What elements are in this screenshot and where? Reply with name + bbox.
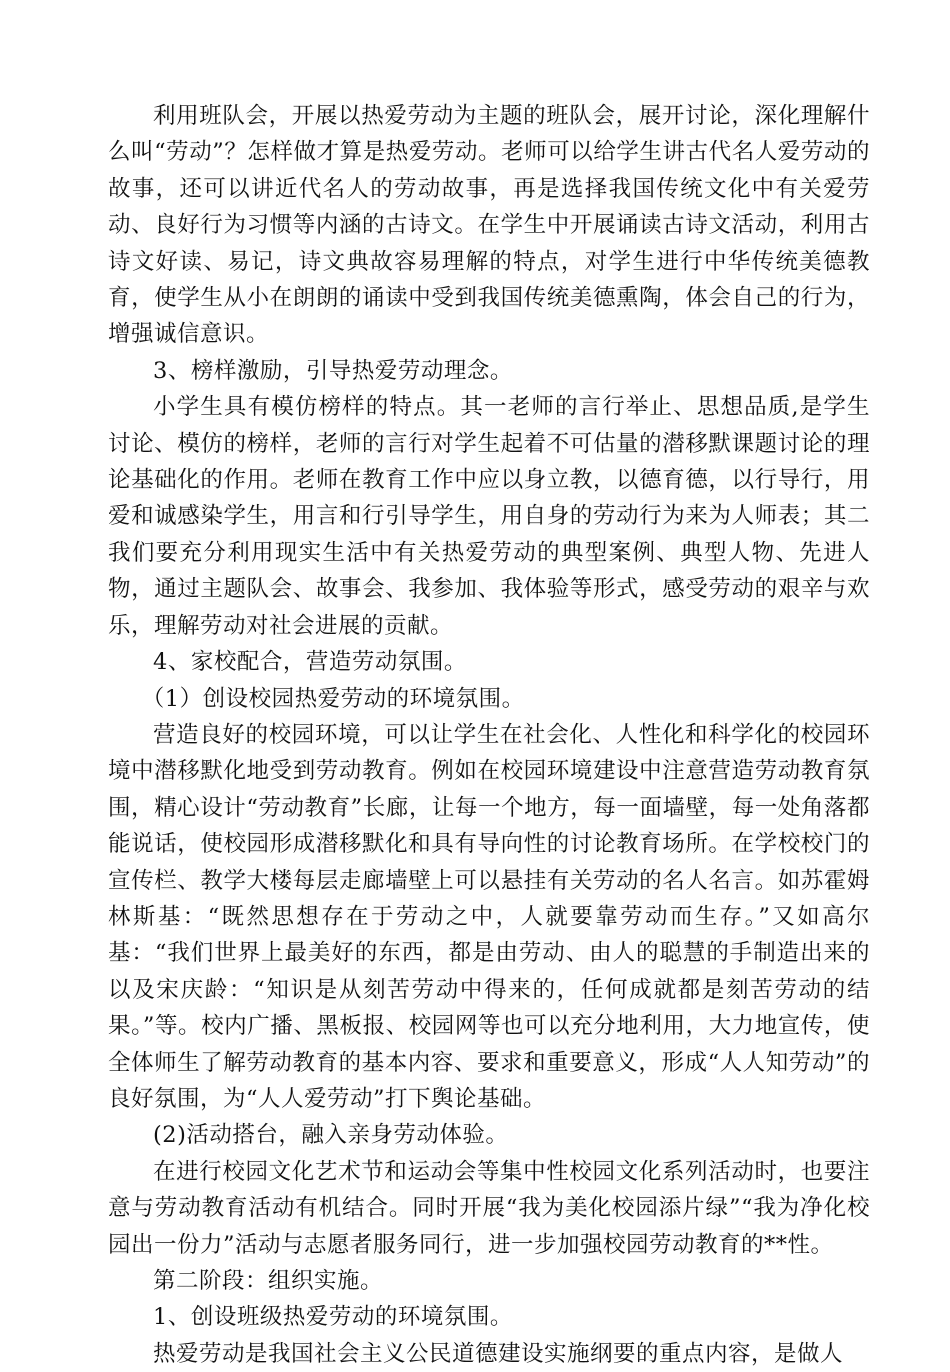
heading-role-model: 3、榜样激励，引导热爱劳动理念。	[153, 357, 513, 384]
document-body	[108, 98, 870, 1372]
subheading-activities: (2)活动搭台，融入亲身劳动体验。	[153, 1122, 509, 1149]
paragraph-campus-environment: 营造良好的校园环境，可以让学生在社会化、人性化和科学化的校园环境中潜移默化地受到劳动教育。例如在校园环境建设中注意营造劳动教育氛围，精心设计“劳动教育”长廊，让每一个地方，每一面墙壁，每一处角落都能说话，使校园形成潜移默化和具有导向性的讨论教育场所。在学校校门的宣传栏、教学大楼每层走廊墙壁上可以悬挂有关劳动的名人名言。如苏霍姆林斯基：“既然思想存在于劳动之中，人就要靠劳动而生存。”又如高尔基：“我们世界上最美好的东西，都是由劳动、由人的聪慧的手制造出来的以及宋庆龄：“知识是从刻苦劳动中得来的，任何成就都是刻苦劳动的结果。”等。校内广播、黑板报、校园网等也可以充分地利用，大力地宣传，使全体师生了解劳动教育的基本内容、要求和重要意义，形成“人人知劳动”的良好氛围，为“人人爱劳动”打下舆论基础。	[108, 721, 870, 1112]
paragraph-class-meeting: 利用班队会，开展以热爱劳动为主题的班队会，展开讨论，深化理解什么叫“劳动”？怎样做才算是热爱劳动。老师可以给学生讲古代名人爱劳动的故事，还可以讲近代名人的劳动故事，再是选择我国传统文化中有关爱劳动、良好行为习惯等内涵的古诗文。在学生中开展诵读古诗文活动，利用古诗文好读、易记，诗文典故容易理解的特点，对学生进行中华传统美德教育，使学生从小在朗朗的诵读中受到我国传统美德熏陶，体会自己的行为，增强诚信意识。	[108, 103, 870, 348]
paragraph-activities: 在进行校园文化艺术节和运动会等集中性校园文化系列活动时，也要注意与劳动教育活动有机结合。同时开展“我为美化校园添片绿”“我为净化校园出一份力”活动与志愿者服务同行，进一步加强校园劳动教育的**性。	[108, 1158, 870, 1258]
subheading-campus-atmosphere: （1）创设校园热爱劳动的环境氛围。	[141, 685, 525, 712]
heading-stage-two: 第二阶段：组织实施。	[153, 1268, 384, 1294]
paragraph-love-labor: 热爱劳动是我国社会主义公民道德建设实施纲要的重点内容，是做人	[153, 1340, 844, 1367]
paragraph-role-model: 小学生具有模仿榜样的特点。其一老师的言行举止、思想品质,是学生讨论、模仿的榜样，老师的言行对学生起着不可估量的潜移默课题讨论的理论基础化的作用。老师在教育工作中应以身立教，以德育德，以行导行，用爱和诚感染学生，用言和行引导学生，用自身的劳动行为来为人师表；其二我们要充分利用现实生活中有关热爱劳动的典型案例、典型人物、先进人物，通过主题队会、故事会、我参加、我体验等形式，感受劳动的艰辛与欢乐，理解劳动对社会进展的贡献。	[108, 394, 870, 639]
heading-home-school: 4、家校配合，营造劳动氛围。	[153, 649, 467, 676]
heading-class-atmosphere: 1、创设班级热爱劳动的环境氛围。	[153, 1304, 513, 1331]
